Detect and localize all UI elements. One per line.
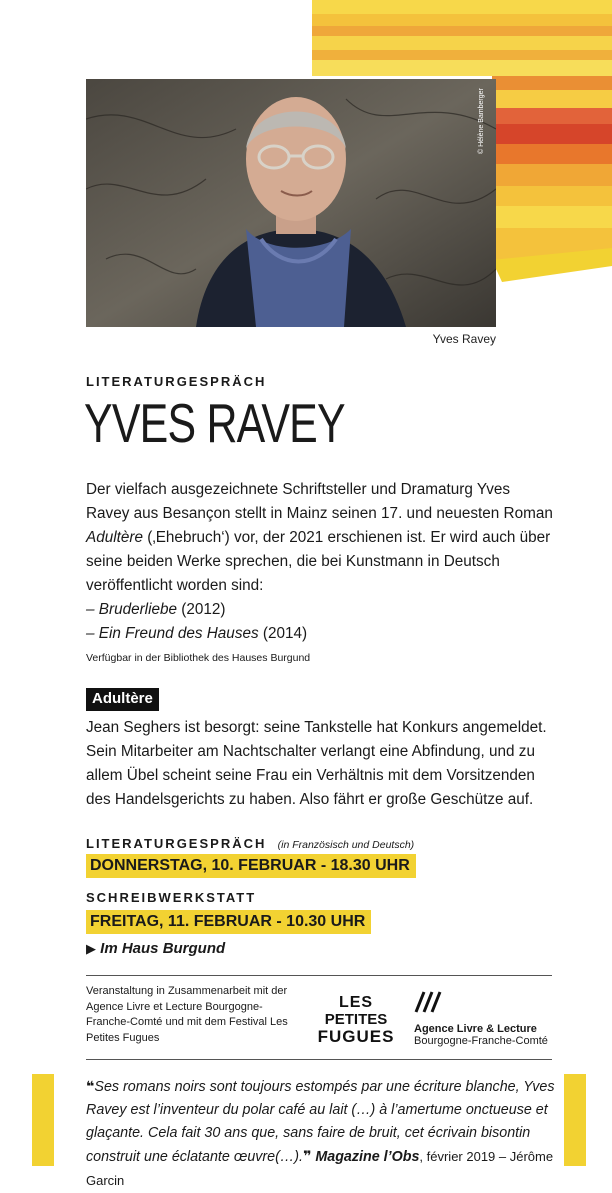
divider xyxy=(86,975,552,976)
venue xyxy=(86,940,225,957)
press-quote xyxy=(86,1076,556,1193)
quote-open-icon: ❝ xyxy=(86,1079,95,1095)
event-language-note: (in Französisch und Deutsch) xyxy=(277,839,415,851)
page-title: YVES RAVEY xyxy=(84,392,345,454)
novel-title: Adultère xyxy=(86,529,143,546)
quote-source: Magazine l’Obs xyxy=(315,1149,420,1165)
quote-bar-right xyxy=(564,1074,586,1166)
intro-text xyxy=(86,478,556,646)
work-item: – Bruderliebe (2012) xyxy=(86,601,226,618)
event-date: DONNERSTAG, 10. FEBRUAR - 18.30 UHR xyxy=(86,854,416,878)
intro-line1: Der vielfach ausgezeichnete Schriftsteller und Dramaturg Yves Ravey aus Besançon stellt in Mainz seinen 17. und neuesten Roman xyxy=(86,481,553,522)
divider xyxy=(86,1059,552,1060)
agence-livre-lecture-logo: Agence Livre & Lecture Bourgogne-Franche-Comté xyxy=(414,990,548,1047)
partner-text: Veranstaltung in Zusammenarbeit mit der Agence Livre et Lecture Bourgogne-Franche-Comté und mit dem Festival Les Petites Fugues xyxy=(86,985,288,1044)
arrow-icon: ▶ xyxy=(86,941,96,956)
quote-close-icon: ❞ xyxy=(302,1149,312,1165)
event-label: LITERATURGESPRÄCH (in Französisch und Deutsch) xyxy=(86,836,415,851)
photo-caption: Yves Ravey xyxy=(432,332,496,346)
book-synopsis: Jean Seghers ist besorgt: seine Tankstelle hat Konkurs angemeldet. Sein Mitarbeiter am Nachtschalter verlangt eine Abfindung, und zu allem Übel scheint seine Frau ein Verhältnis mit dem Vorsitzenden des Handelsgerichts zu haben. Also fährt er große Geschütze auf. xyxy=(86,719,547,808)
event-label: SCHREIBWERKSTATT xyxy=(86,890,257,905)
quote-bar-left xyxy=(32,1074,54,1166)
author-photo xyxy=(86,79,496,327)
work-item: – Ein Freund des Hauses (2014) xyxy=(86,625,308,642)
venue-name: Im Haus Burgund xyxy=(100,940,226,957)
photo-credit: © Hélène Bamberger xyxy=(478,88,485,154)
event-date: FREITAG, 11. FEBRUAR - 10.30 UHR xyxy=(86,910,371,934)
petites-fugues-logo: LES PETITES FUGUES xyxy=(317,994,395,1046)
quote-source-detail: , février 2019 – Jérôme Garcin xyxy=(86,1149,554,1188)
quote-text: Ses romans noirs sont toujours estompés par une écriture blanche, Yves Ravey est l’inventeur du polar café au lait (…) à l’amertume onctueuse et glaçante. Cela fait 30 ans que, sans faire de bruit, cet écrivain bisontin construit une éclatante œuvre(…). xyxy=(86,1079,555,1165)
agence-logo-icon xyxy=(414,990,446,1014)
intro-line2: (‚Ehebruch‘) vor, der 2021 erschienen ist. Er wird auch über seine beiden Werke sprechen, die bei Kunstmann in Deutsch veröffentlicht worden sind: xyxy=(86,529,551,594)
section-kicker: LITERATURGESPRÄCH xyxy=(86,374,267,389)
library-note: Verfügbar in der Bibliothek des Hauses Burgund xyxy=(86,652,311,664)
book-tag: Adultère xyxy=(86,688,159,711)
